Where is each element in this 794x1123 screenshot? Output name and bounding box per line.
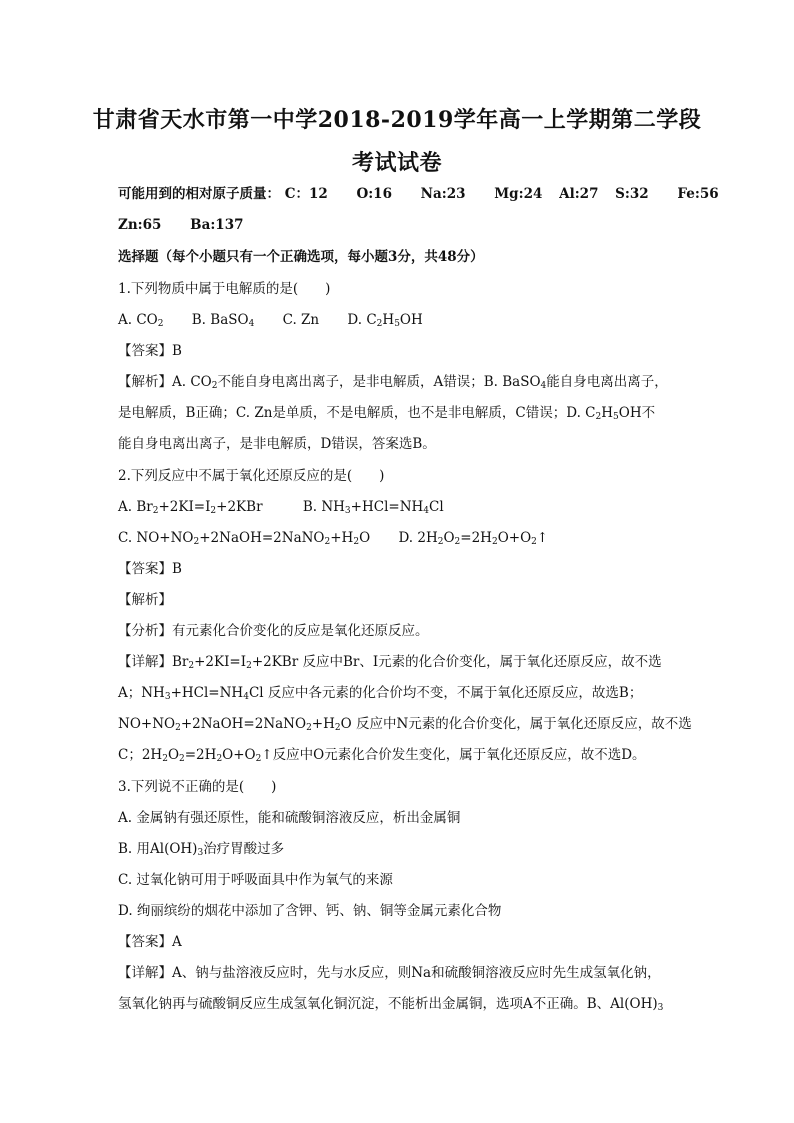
q3-option-d: D. 绚丽缤纷的烟花中添加了含钾、钙、钠、铜等金属元素化合物 <box>118 903 502 919</box>
q2-detail-line1: 【详解】$Br_2+2KI=I_2+2KBr$ 反应中Br、I元素的化合价变化，属于氧化还原反应，故不选 <box>118 654 662 671</box>
q1-analysis-line3: 能自身电离出离子，是非电解质，D错误，答案选B。 <box>118 436 436 452</box>
q3-option-c: C. 过氧化钠可用于呼吸面具中作为氧气的来源 <box>118 872 393 888</box>
q3-detail-line1: 【详解】A、钠与盐溶液反应时，先与水反应，则Na和硫酸铜溶液反应时先生成氢氧化钠， <box>118 965 661 981</box>
q1-analysis-line2: 是电解质，B正确；C. Zn是单质，不是电解质，也不是非电解质，C错误；D. $C_2H_5OH$不 <box>118 405 656 422</box>
q1-answer: 【答案】B <box>118 343 182 359</box>
q1-stem: 1.下列物质中属于电解质的是( ) <box>118 281 331 297</box>
mass-na: Na:23 <box>420 186 466 202</box>
q2-detail-line2: A；$NH_3+HCl=NH_4Cl$ 反应中各元素的化合价均不变，不属于氧化还原反应，故选B； <box>118 685 643 702</box>
mass-o: O:16 <box>356 186 392 202</box>
q2-detail-line4: C；$2H_2O_2=2H_2O+O_2↑$反应中O元素化合价发生变化，属于氧化还原反应，故不选D。 <box>118 747 646 764</box>
q3-answer: 【答案】A <box>118 934 182 950</box>
atomic-mass-line1 <box>118 184 719 204</box>
q1-option-a: A. $CO_2$ <box>118 312 164 329</box>
q2-options-cd <box>118 528 678 552</box>
mass-fe: Fe:56 <box>677 186 719 202</box>
page-title-line2: 考试试卷 <box>351 150 442 176</box>
q3-detail-line2: 氢氧化钠再与硫酸铜反应生成氢氧化铜沉淀，不能析出金属铜，选项A不正确。B、$Al(OH)_3$ <box>118 996 664 1013</box>
q2-analysis-label: 【解析】 <box>118 592 172 608</box>
q1-option-b: B. BaSO$_4$ <box>191 312 255 329</box>
mass-zn: Zn:65 <box>118 217 162 233</box>
mass-c: C：12 <box>284 186 328 202</box>
q1-analysis-line1: 【解析】A. $CO_2$不能自身电离出离子，是非电解质，A错误；B. BaSO$_4$能自身电离出离子， <box>118 374 668 391</box>
q1-options <box>118 310 678 334</box>
q1-option-d: D. $C_2H_5OH$ <box>347 312 423 329</box>
mass-ba: Ba:137 <box>190 217 244 233</box>
atomic-mass-label: 可能用到的相对原子质量： <box>118 186 280 202</box>
mass-mg: Mg:24 <box>494 186 543 202</box>
q2-detail-line3: $NO+NO_2+2NaOH=2NaNO_2+H_2O$ 反应中N元素的化合价变化，属于氧化还原反应，故不选 <box>118 716 692 733</box>
q2-answer: 【答案】B <box>118 561 182 577</box>
q2-options-ab <box>118 497 678 521</box>
q2-option-b: B. $NH_3+HCl=NH_4Cl$ <box>302 499 444 516</box>
section-heading: 选择题（每个小题只有一个正确选项，每小题3分，共48分） <box>118 249 484 265</box>
page-title-line1: 甘肃省天水市第一中学2018-2019学年高一上学期第二学段 <box>92 107 702 133</box>
q2-stem: 2.下列反应中不属于氧化还原反应的是( ) <box>118 468 385 484</box>
q3-stem: 3.下列说不正确的是( ) <box>118 779 277 795</box>
q2-fenxi: 【分析】有元素化合价变化的反应是氧化还原反应。 <box>118 623 429 639</box>
q1-option-c: C. Zn <box>282 312 320 328</box>
q2-option-d: D. $2H_2O_2=2H_2O+O_2↑$ <box>398 530 549 547</box>
mass-al: Al:27 <box>559 186 599 202</box>
q3-option-b: B. 用$Al(OH)_3$治疗胃酸过多 <box>118 841 285 858</box>
q2-option-c: C. $NO+NO_2+2NaOH=2NaNO_2+H_2O$ <box>118 530 371 547</box>
q2-option-a: A. $Br_2+2KI=I_2+2KBr$ <box>118 499 263 516</box>
mass-s: S:32 <box>615 186 649 202</box>
atomic-mass-line2 <box>118 215 678 235</box>
q3-option-a: A. 金属钠有强还原性，能和硫酸铜溶液反应，析出金属铜 <box>118 810 461 826</box>
